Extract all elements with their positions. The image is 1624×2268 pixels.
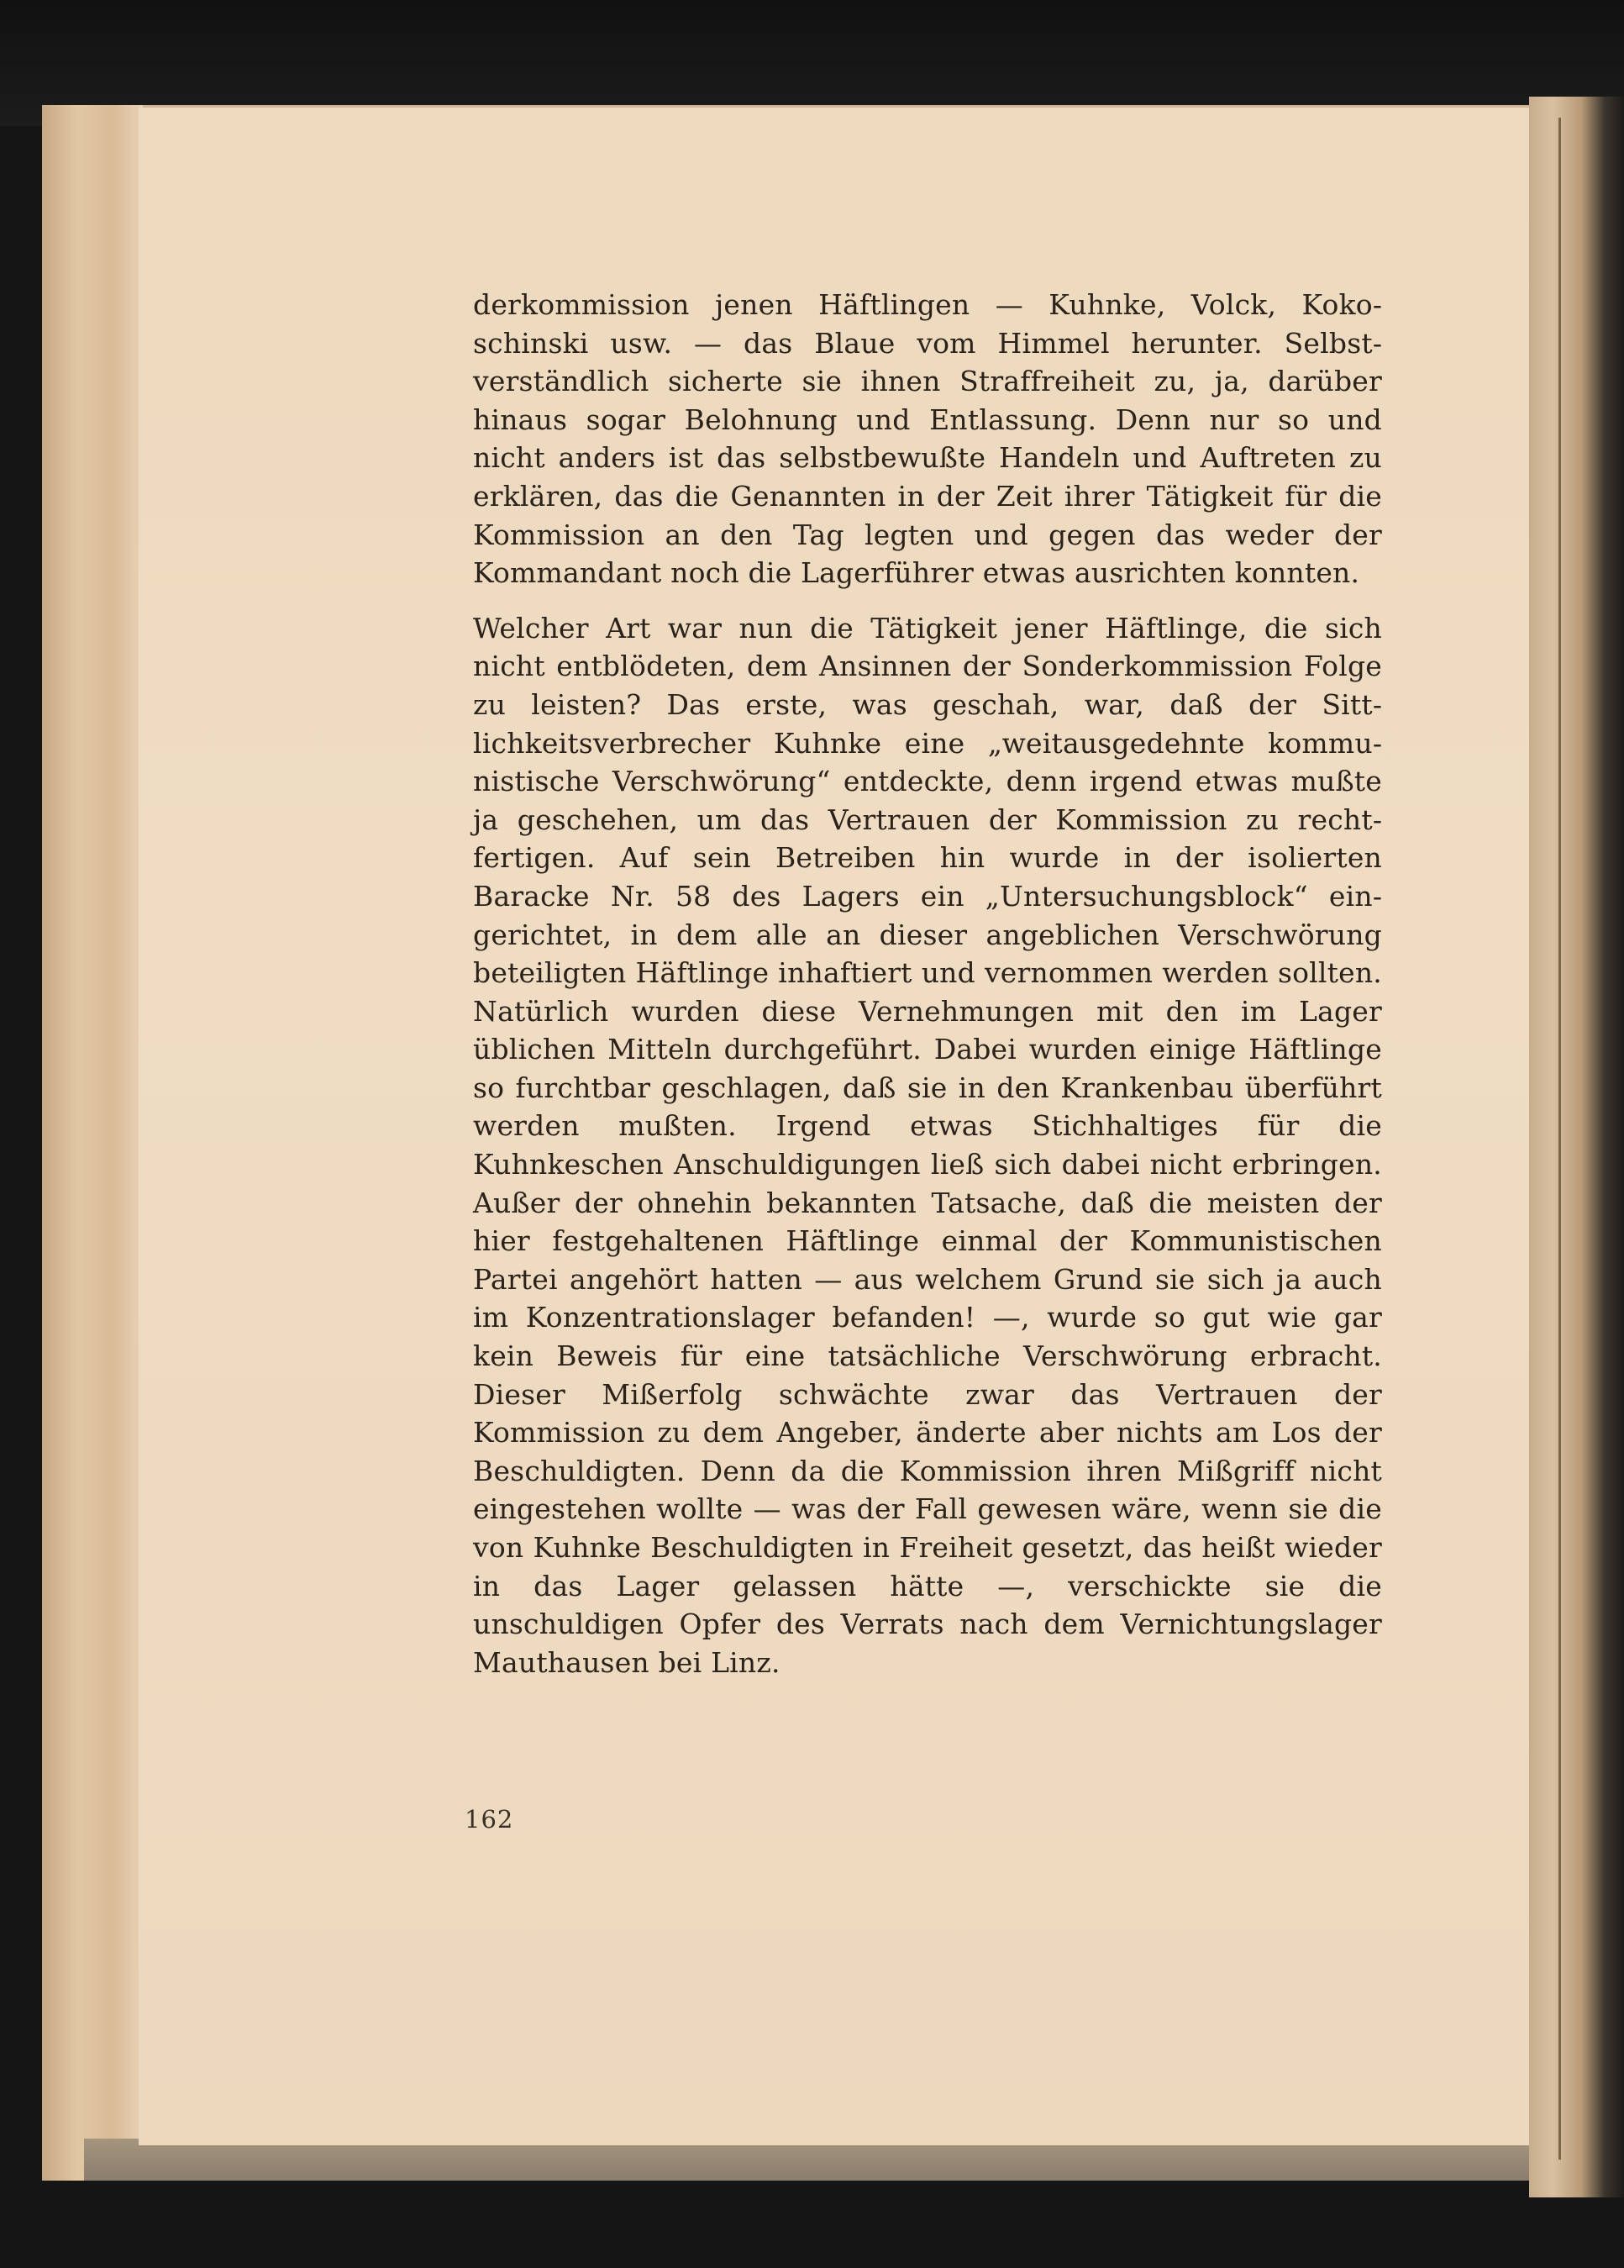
paragraph-1: derkommission jenen Häftlingen — Kuhnke, Volck, Kokoschinski usw. — das Blaue vom Himmel herunter. Selbstverständlich sicherte sie ihnen Straffreiheit zu, ja, darüber hinaus sogar Belohnung und Entlassung. Denn nur so und nicht anders ist das selbstbewußte Handeln und Auftreten zu erklären, das die Genannten in der Zeit ihrer Tätigkeit für die Kommission an den Tag legten und gegen das weder der Kommandant noch die Lagerführer etwas ausrichten konnten. <box>473 288 1382 590</box>
page-edges <box>42 105 143 2181</box>
book-gutter <box>1529 97 1624 2197</box>
gutter-line <box>1558 118 1561 2160</box>
page-number: 162 <box>465 1805 514 1834</box>
paragraph-2: Welcher Art war nun die Tätigkeit jener Häftlinge, die sich nicht entblödeten, dem Ansinnen der Sonderkommission Folge zu leisten? Das erste, was geschah, war, daß der Sittlichkeitsverbrecher Kuhnke eine „weitausgedehnte kommunistische Verschwörung“ entdeckte, denn irgend etwas mußte ja geschehen, um das Vertrauen der Kommission zu rechtfertigen. Auf sein Betreiben hin wurde in der isolierten Baracke Nr. 58 des Lagers ein „Untersuchungsblock“ eingerichtet, in dem alle an dieser angeblichen Verschwörung beteiligten Häftlinge inhaftiert und vernommen werden sollten. Natürlich wurden diese Vernehmungen mit den im Lager üblichen Mitteln durchgeführt. Dabei wurden einige Häftlinge so furchtbar geschlagen, daß sie in den Krankenbau überführt werden mußten. Irgend etwas Stichhaltiges für die Kuhnkeschen Anschuldigungen ließ sich dabei nicht erbringen. Außer der ohnehin bekannten Tatsache, daß die meisten der hier festgehaltenen Häftlinge einmal der Kommunistischen Partei angehört hatten — aus welchem Grund sie sich ja auch im Konzentrationslager befanden! —, wurde so gut wie gar kein Beweis für eine tatsächliche Verschwörung erbracht. Dieser Mißerfolg schwächte zwar das Vertrauen der Kommission zu dem Angeber, änderte aber nichts am Los der Beschuldigten. Denn da die Kommission ihren Mißgriff nicht eingestehen wollte — was der Fall gewesen wäre, wenn sie die von Kuhnke Beschuldigten in Freiheit gesetzt, das heißt wieder in das Lager gelassen hätte —, verschickte sie die unschuldigen Opfer des Verrats nach dem Vernichtungslager Mauthausen bei Linz. <box>473 611 1382 1679</box>
body-text <box>473 286 1382 1681</box>
